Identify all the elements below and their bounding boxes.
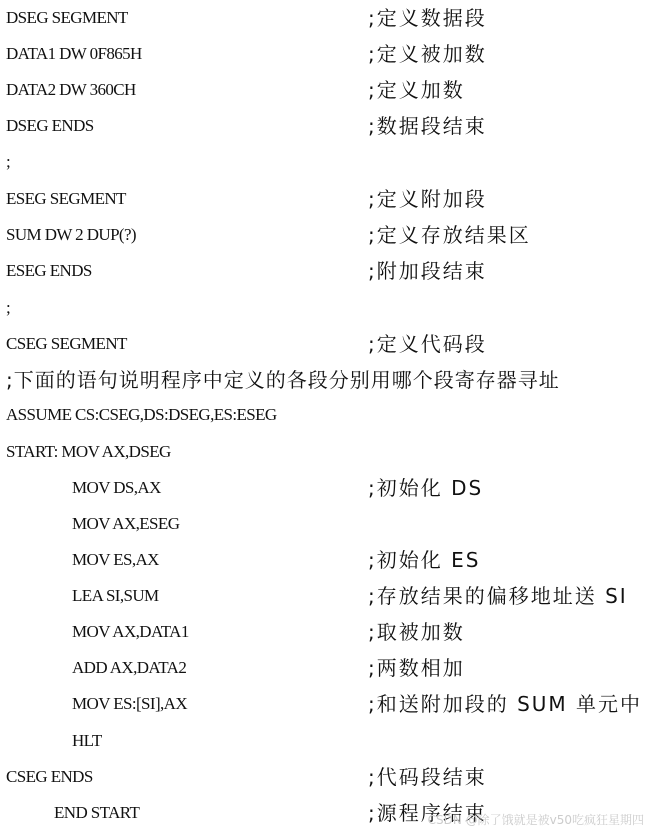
code-text: ASSUME CS:CSEG,DS:DSEG,ES:ESEG: [6, 405, 277, 424]
code-line: [0, 759, 654, 795]
code-text: HLT: [72, 731, 102, 750]
code-text: MOV ES:[SI],AX: [72, 694, 188, 713]
code-text: MOV DS,AX: [72, 478, 161, 497]
comment-text: ;源程序结束: [368, 801, 487, 825]
code-line: [0, 253, 654, 289]
code-line: [0, 434, 654, 470]
code-line: [0, 0, 654, 36]
code-text: DATA1 DW 0F865H: [6, 44, 142, 63]
code-text: SUM DW 2 DUP(?): [6, 225, 136, 244]
code-text: END START: [54, 803, 140, 822]
comment-text: ;初始化 ES: [368, 548, 481, 572]
comment-text: ;定义数据段: [368, 6, 487, 30]
code-line: [0, 614, 654, 650]
code-text: ;: [6, 152, 11, 171]
code-line: [0, 578, 654, 614]
code-line: [0, 181, 654, 217]
comment-text: ;定义被加数: [368, 42, 487, 66]
comment-text: ;代码段结束: [368, 765, 487, 789]
code-line: [0, 362, 654, 398]
code-text: ADD AX,DATA2: [72, 658, 187, 677]
csdn-watermark: CSDN @除了饿就是被v50吃疯狂星期四: [427, 813, 644, 827]
comment-text: ;定义加数: [368, 78, 465, 102]
code-line: [0, 686, 654, 722]
code-line: [0, 470, 654, 506]
code-text: ESEG SEGMENT: [6, 189, 126, 208]
code-text: ESEG ENDS: [6, 261, 92, 280]
comment-text: ;定义存放结果区: [368, 223, 531, 247]
code-line: [0, 542, 654, 578]
code-text: MOV AX,ESEG: [72, 514, 180, 533]
code-line: [0, 144, 654, 180]
comment-text: ;初始化 DS: [368, 476, 484, 500]
comment-text: ;数据段结束: [368, 114, 487, 138]
comment-text: ;和送附加段的 SUM 单元中: [368, 692, 643, 716]
comment-line-text: ;下面的语句说明程序中定义的各段分别用哪个段寄存器寻址: [6, 368, 560, 392]
code-text: CSEG SEGMENT: [6, 334, 127, 353]
code-text: DATA2 DW 360CH: [6, 80, 136, 99]
code-text: START: MOV AX,DSEG: [6, 442, 171, 461]
code-line: [0, 72, 654, 108]
comment-text: ;定义代码段: [368, 332, 487, 356]
comment-text: ;定义附加段: [368, 187, 487, 211]
code-line: [0, 397, 654, 433]
code-text: DSEG SEGMENT: [6, 8, 128, 27]
comment-text: ;附加段结束: [368, 259, 487, 283]
code-text: CSEG ENDS: [6, 767, 93, 786]
code-line: [0, 650, 654, 686]
code-line: [0, 326, 654, 362]
comment-text: ;两数相加: [368, 656, 465, 680]
comment-text: ;存放结果的偏移地址送 SI: [368, 584, 628, 608]
code-text: ;: [6, 298, 11, 317]
code-text: MOV ES,AX: [72, 550, 159, 569]
code-line: [0, 506, 654, 542]
code-line: [0, 36, 654, 72]
comment-text: ;取被加数: [368, 620, 465, 644]
code-line: [0, 217, 654, 253]
code-line: [0, 290, 654, 326]
code-text: MOV AX,DATA1: [72, 622, 189, 641]
code-text: DSEG ENDS: [6, 116, 94, 135]
code-text: LEA SI,SUM: [72, 586, 159, 605]
code-line: [0, 723, 654, 759]
code-line: [0, 108, 654, 144]
